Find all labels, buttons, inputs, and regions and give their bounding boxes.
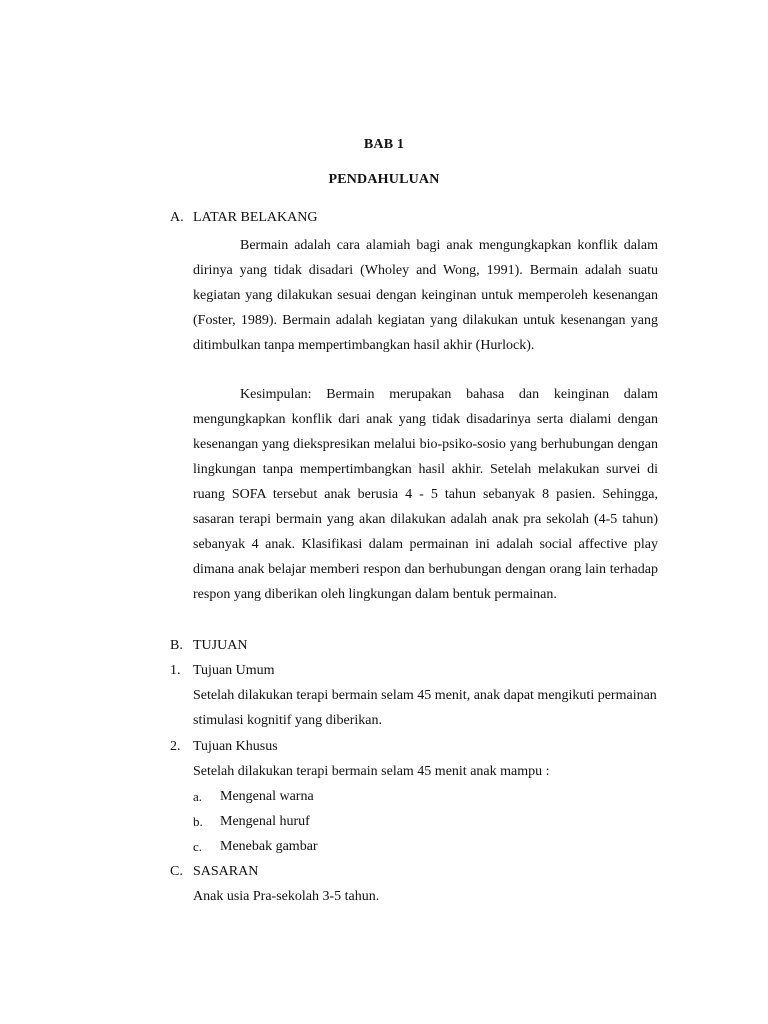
section-b-marker: B.: [170, 638, 183, 653]
objective-2-title: Tujuan Khusus: [193, 739, 278, 754]
objective-2-marker: 2.: [170, 739, 181, 754]
section-a-paragraph-2: Kesimpulan: Bermain merupakan bahasa dan keinginan dalam mengungkapkan konflik dari anak yang tidak disadarinya serta dialami dengan kesenangan yang diekspresikan melalui bio-psiko-sosio yang berhubungan dengan lingkungan tanpa mempertimbangkan hasil akhir. Setelah melakukan survei di ruang SOFA tersebut anak berusia 4 - 5 tahun sebanyak 8 pasien. Sehingga, sasaran terapi bermain yang akan dilakukan adalah anak pra sekolah (4-5 tahun) sebanyak 4 anak. Klasifikasi dalam permainan ini adalah social affective play dimana anak belajar memberi respon dan berhubungan dengan orang lain terhadap respon yang diberikan oleh lingkungan dalam bentuk permainan.: [193, 387, 658, 602]
objective-1-title: Tujuan Umum: [193, 663, 275, 678]
objective-1-marker: 1.: [170, 663, 181, 678]
objective-2-text: Setelah dilakukan terapi bermain selam 45 menit anak mampu :: [193, 764, 550, 779]
subitem-c-marker: c.: [193, 839, 203, 854]
section-c-text: Anak usia Pra-sekolah 3-5 tahun.: [193, 889, 380, 904]
subitem-b-text: Mengenal huruf: [220, 814, 310, 829]
section-c-marker: C.: [170, 864, 183, 879]
section-a-paragraph-1: Bermain adalah cara alamiah bagi anak mengungkapkan konflik dalam dirinya yang tidak disadari (Wholey and Wong, 1991). Bermain adalah suatu kegiatan yang dilakukan sesuai dengan keinginan untuk memperoleh kesenangan (Foster, 1989). Bermain adalah kegiatan yang dilakukan untuk kesenangan yang ditimbulkan tanpa mempertimbangkan hasil akhir (Hurlock).: [193, 238, 658, 353]
section-a-title: LATAR BELAKANG: [193, 210, 318, 225]
section-c-title: SASARAN: [193, 864, 259, 879]
chapter-number: BAB 1: [363, 137, 405, 152]
subitem-a-text: Mengenal warna: [220, 789, 314, 804]
objective-1-text: Setelah dilakukan terapi bermain selam 45 menit, anak dapat mengikuti permainan stimulasi kognitif yang diberikan.: [193, 688, 657, 728]
chapter-title: PENDAHULUAN: [328, 172, 440, 187]
subitem-c-text: Menebak gambar: [220, 839, 318, 854]
subitem-a-marker: a.: [193, 789, 203, 804]
section-a-marker: A.: [170, 210, 184, 225]
subitem-b-marker: b.: [193, 814, 203, 829]
section-b-title: TUJUAN: [193, 638, 248, 653]
